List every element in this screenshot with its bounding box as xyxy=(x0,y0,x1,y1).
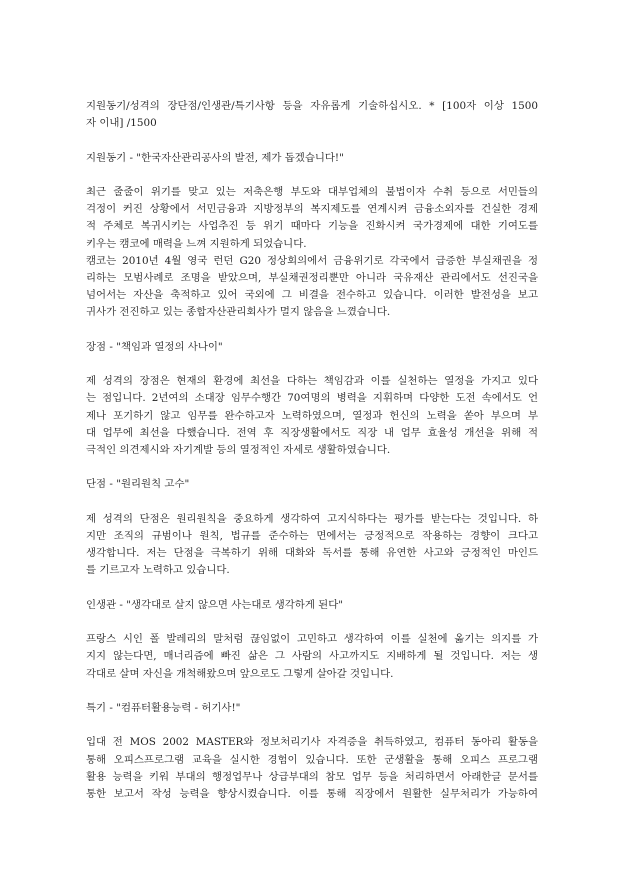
text-line: 대 업무에 최선을 다했습니다. 전역 후 직장생활에서도 직장 내 업무 효율성 개선을 위해 적 xyxy=(86,426,538,439)
text-line: 입대 전 MOS 2002 MASTER와 정보처리기사 자격증을 취득하였고, 컴퓨터 동아리 활동을 xyxy=(86,736,538,749)
text-line: 생각합니다. 저는 단점을 극복하기 위해 대화와 독서를 통해 유연한 사고와 긍정적인 마인드 xyxy=(86,547,538,560)
strength-heading: 장점 - "책임과 열정의 사나이" xyxy=(86,340,223,353)
text-line: 프랑스 시인 폴 발레리의 말처럼 끊임없이 고민하고 생각하여 이를 실천에 옮기는 의지를 가 xyxy=(86,633,538,646)
text-line: 최근 줄줄이 위기를 맞고 있는 저축은행 부도와 대부업체의 불법이자 수취 등으로 서민들의 xyxy=(86,185,538,198)
motivation-paragraph-2 xyxy=(86,253,538,322)
text-line: 제나 포기하기 않고 임무를 완수하고자 노력하였으며, 열정과 헌신의 노력을 쏟아 부으며 부 xyxy=(86,409,538,422)
text-line: 를 기르고자 노력하고 있습니다. xyxy=(86,564,230,577)
strength-paragraph xyxy=(86,373,538,459)
weakness-paragraph xyxy=(86,511,538,580)
text-line: 넘어서는 자산을 축적하고 있어 국외에 그 비결을 전수하고 있습니다. 이러한 발전성을 보고 xyxy=(86,289,538,302)
specialty-paragraph xyxy=(86,734,538,803)
text-line: 통한 보고서 작성 능력을 향상시켰습니다. 이를 통해 직장에서 원활한 실무처리가 가능하여 xyxy=(86,787,538,800)
philosophy-heading: 인생관 - "생각대로 살지 않으면 사는대로 생각하게 된다" xyxy=(86,598,344,611)
motivation-paragraph-1 xyxy=(86,184,538,253)
text-line: 키우는 캠코에 매력을 느껴 지원하게 되었습니다. xyxy=(86,237,307,250)
text-line: 활용 능력을 키워 부대의 행정업무나 상급부대의 참모 업무 등을 처리하면서 아래한글 문서를 xyxy=(86,770,538,783)
question-line: 자 이내] /1500 xyxy=(86,117,157,130)
philosophy-paragraph xyxy=(86,631,538,683)
text-line: 통해 오피스프로그램 교육을 실시한 경험이 있습니다. 또한 군생활을 통해 오피스 프로그램 xyxy=(86,753,538,766)
text-line: 는 점입니다. 2년여의 소대장 임무수행간 70여명의 병력을 지휘하며 다양한 도전 속에서도 언 xyxy=(86,392,538,405)
essay-document xyxy=(86,98,538,803)
specialty-heading: 특기 - "컴퓨터활용능력 - 허기사!" xyxy=(86,701,241,714)
text-line: 지만 조직의 규범이나 원칙, 법규를 준수하는 면에서는 긍정적으로 작용하는 경향이 크다고 xyxy=(86,529,538,542)
question-line: 지원동기/성격의 장단점/인생관/특기사항 등을 자유롭게 기술하십시오. * [100자 이상 1500 xyxy=(86,100,538,112)
text-line: 리하는 모범사례로 조명을 받았으며, 부실채권정리뿐만 아니라 국유재산 관리에서도 선진국을 xyxy=(86,272,538,284)
motivation-heading: 지원동기 - "한국자산관리공사의 발전, 제가 돕겠습니다!" xyxy=(86,151,344,164)
weakness-heading: 단점 - "원리원칙 고수" xyxy=(86,478,190,491)
text-line: 극적인 의견제시와 자기계발 등의 열정적인 자세로 생활하였습니다. xyxy=(86,444,391,456)
text-line: 제 성격의 단점은 원리원칙을 중요하게 생각하여 고지식하다는 평가를 받는다는 것입니다. 하 xyxy=(86,512,538,525)
text-line: 귀사가 전진하고 있는 종합자산관리회사가 멀지 않음을 느꼈습니다. xyxy=(86,306,391,319)
text-line: 제 성격의 장점은 현재의 환경에 최선을 다하는 책임감과 이를 실천하는 열정을 가지고 있다 xyxy=(86,375,538,388)
text-line: 지지 않는다면, 매너리즘에 빠진 삶은 그 사람의 사고까지도 지배하게 될 것입니다. 저는 생 xyxy=(86,650,538,663)
text-line: 캠코는 2010년 4월 영국 런던 G20 정상회의에서 금융위기로 각국에서 급증한 부실채권을 정 xyxy=(86,254,538,267)
text-line: 적 주체로 복귀시키는 사업추진 등 위기 때마다 기능을 진화시켜 국가경제에 대한 기여도를 xyxy=(86,220,538,233)
text-line: 각대로 살며 자신을 개척해왔으며 앞으로도 그렇게 살아갈 것입니다. xyxy=(86,667,394,680)
question-prompt xyxy=(86,98,538,132)
text-line: 걱정이 커진 상황에서 서민금융과 지방정부의 복지제도를 연계시켜 금융소외자를 건실한 경제 xyxy=(86,203,538,216)
